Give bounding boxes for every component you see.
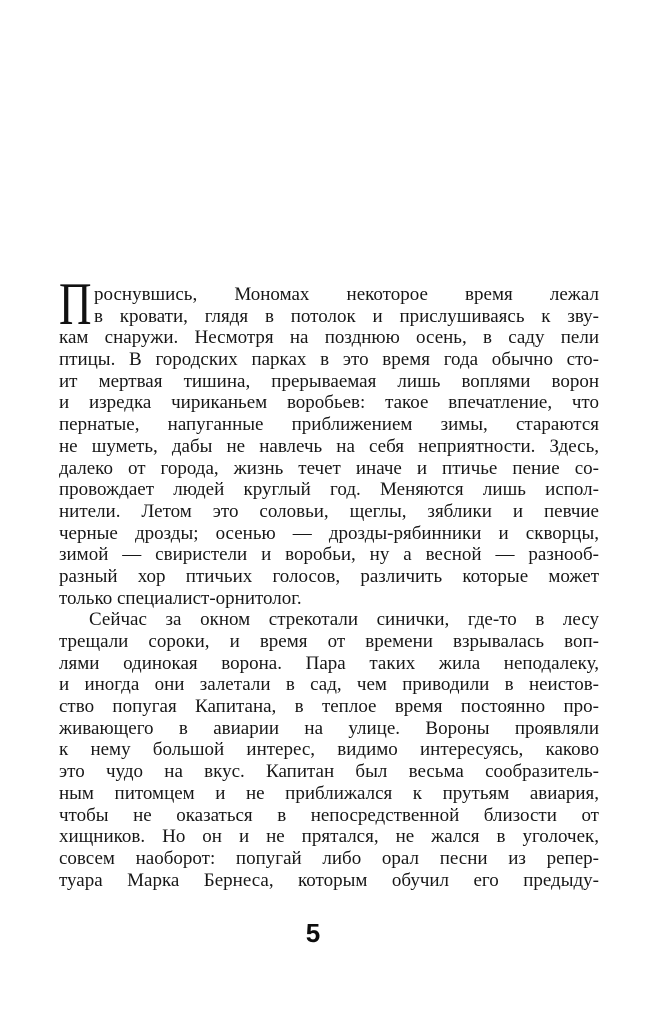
text-line: трещали сороки, и время от времени взрывалась воп- [59,631,599,652]
text-line: Сейчас за окном стрекотали синички, где-то в лесу [89,609,599,631]
text-line: совсем наоборот: попугай либо орал песни из репер- [59,847,599,869]
text-line: хищников. Но он и не прятался, не жался в уголочек, [59,826,599,848]
paragraph-1 [59,271,599,609]
text-block [59,271,599,891]
text-line: зимой — свиристели и воробьи, ну а весной — разнооб- [59,544,599,566]
text-line: чтобы не оказаться в непосредственной близости от [59,804,599,826]
text-line: ит мертвая тишина, прерываемая лишь воплями ворон [59,370,599,392]
text-line: живающего в авиарии на улице. Вороны проявляли [59,717,599,739]
page-number: 5 [305,918,321,948]
drop-cap-letter: П [59,271,92,337]
text-line: роснувшись, Мономах некоторое время лежал [94,284,599,305]
text-line: это чудо на вкус. Капитан был весьма сообразитель- [59,761,599,783]
text-line: далеко от города, жизнь течет иначе и птичье пение со- [59,457,599,479]
text-line: не шуметь, дабы не навлечь на себя неприятности. Здесь, [59,435,599,457]
text-line: туара Марка Бернеса, которым обучил его предыду- [59,869,599,891]
text-line: птицы. В городских парках в это время года обычно сто- [59,349,599,371]
text-line: провождает людей круглый год. Меняются лишь испол- [59,479,599,501]
text-line: и иногда они залетали в сад, чем приводили в неистов- [59,674,599,696]
text-line: только специалист-орнитолог. [59,587,302,609]
text-line: черные дрозды; осенью — дрозды-рябинники и скворцы, [59,522,599,544]
text-line: в кровати, глядя в потолок и прислушиваясь к зву- [94,305,599,327]
text-line: и изредка чириканьем воробьев: такое впечатление, что [59,392,599,414]
text-line: лями одинокая ворона. Пара таких жила неподалеку, [59,652,599,674]
text-line: разный хор птичьих голосов, различить которые может [59,565,599,587]
text-line: к нему большой интерес, видимо интересуясь, каково [59,739,599,761]
text-line: ство попугая Капитана, в теплое время постоянно про- [59,696,599,718]
text-line: ным питомцем и не приближался к прутьям авиария, [59,782,599,804]
paragraph-2 [59,609,599,891]
text-line: кам снаружи. Несмотря на позднюю осень, в саду пели [59,327,599,349]
text-line: пернатые, напуганные приближением зимы, стараются [59,414,599,436]
text-line: нители. Летом это соловьи, щеглы, зяблики и певчие [59,500,599,522]
